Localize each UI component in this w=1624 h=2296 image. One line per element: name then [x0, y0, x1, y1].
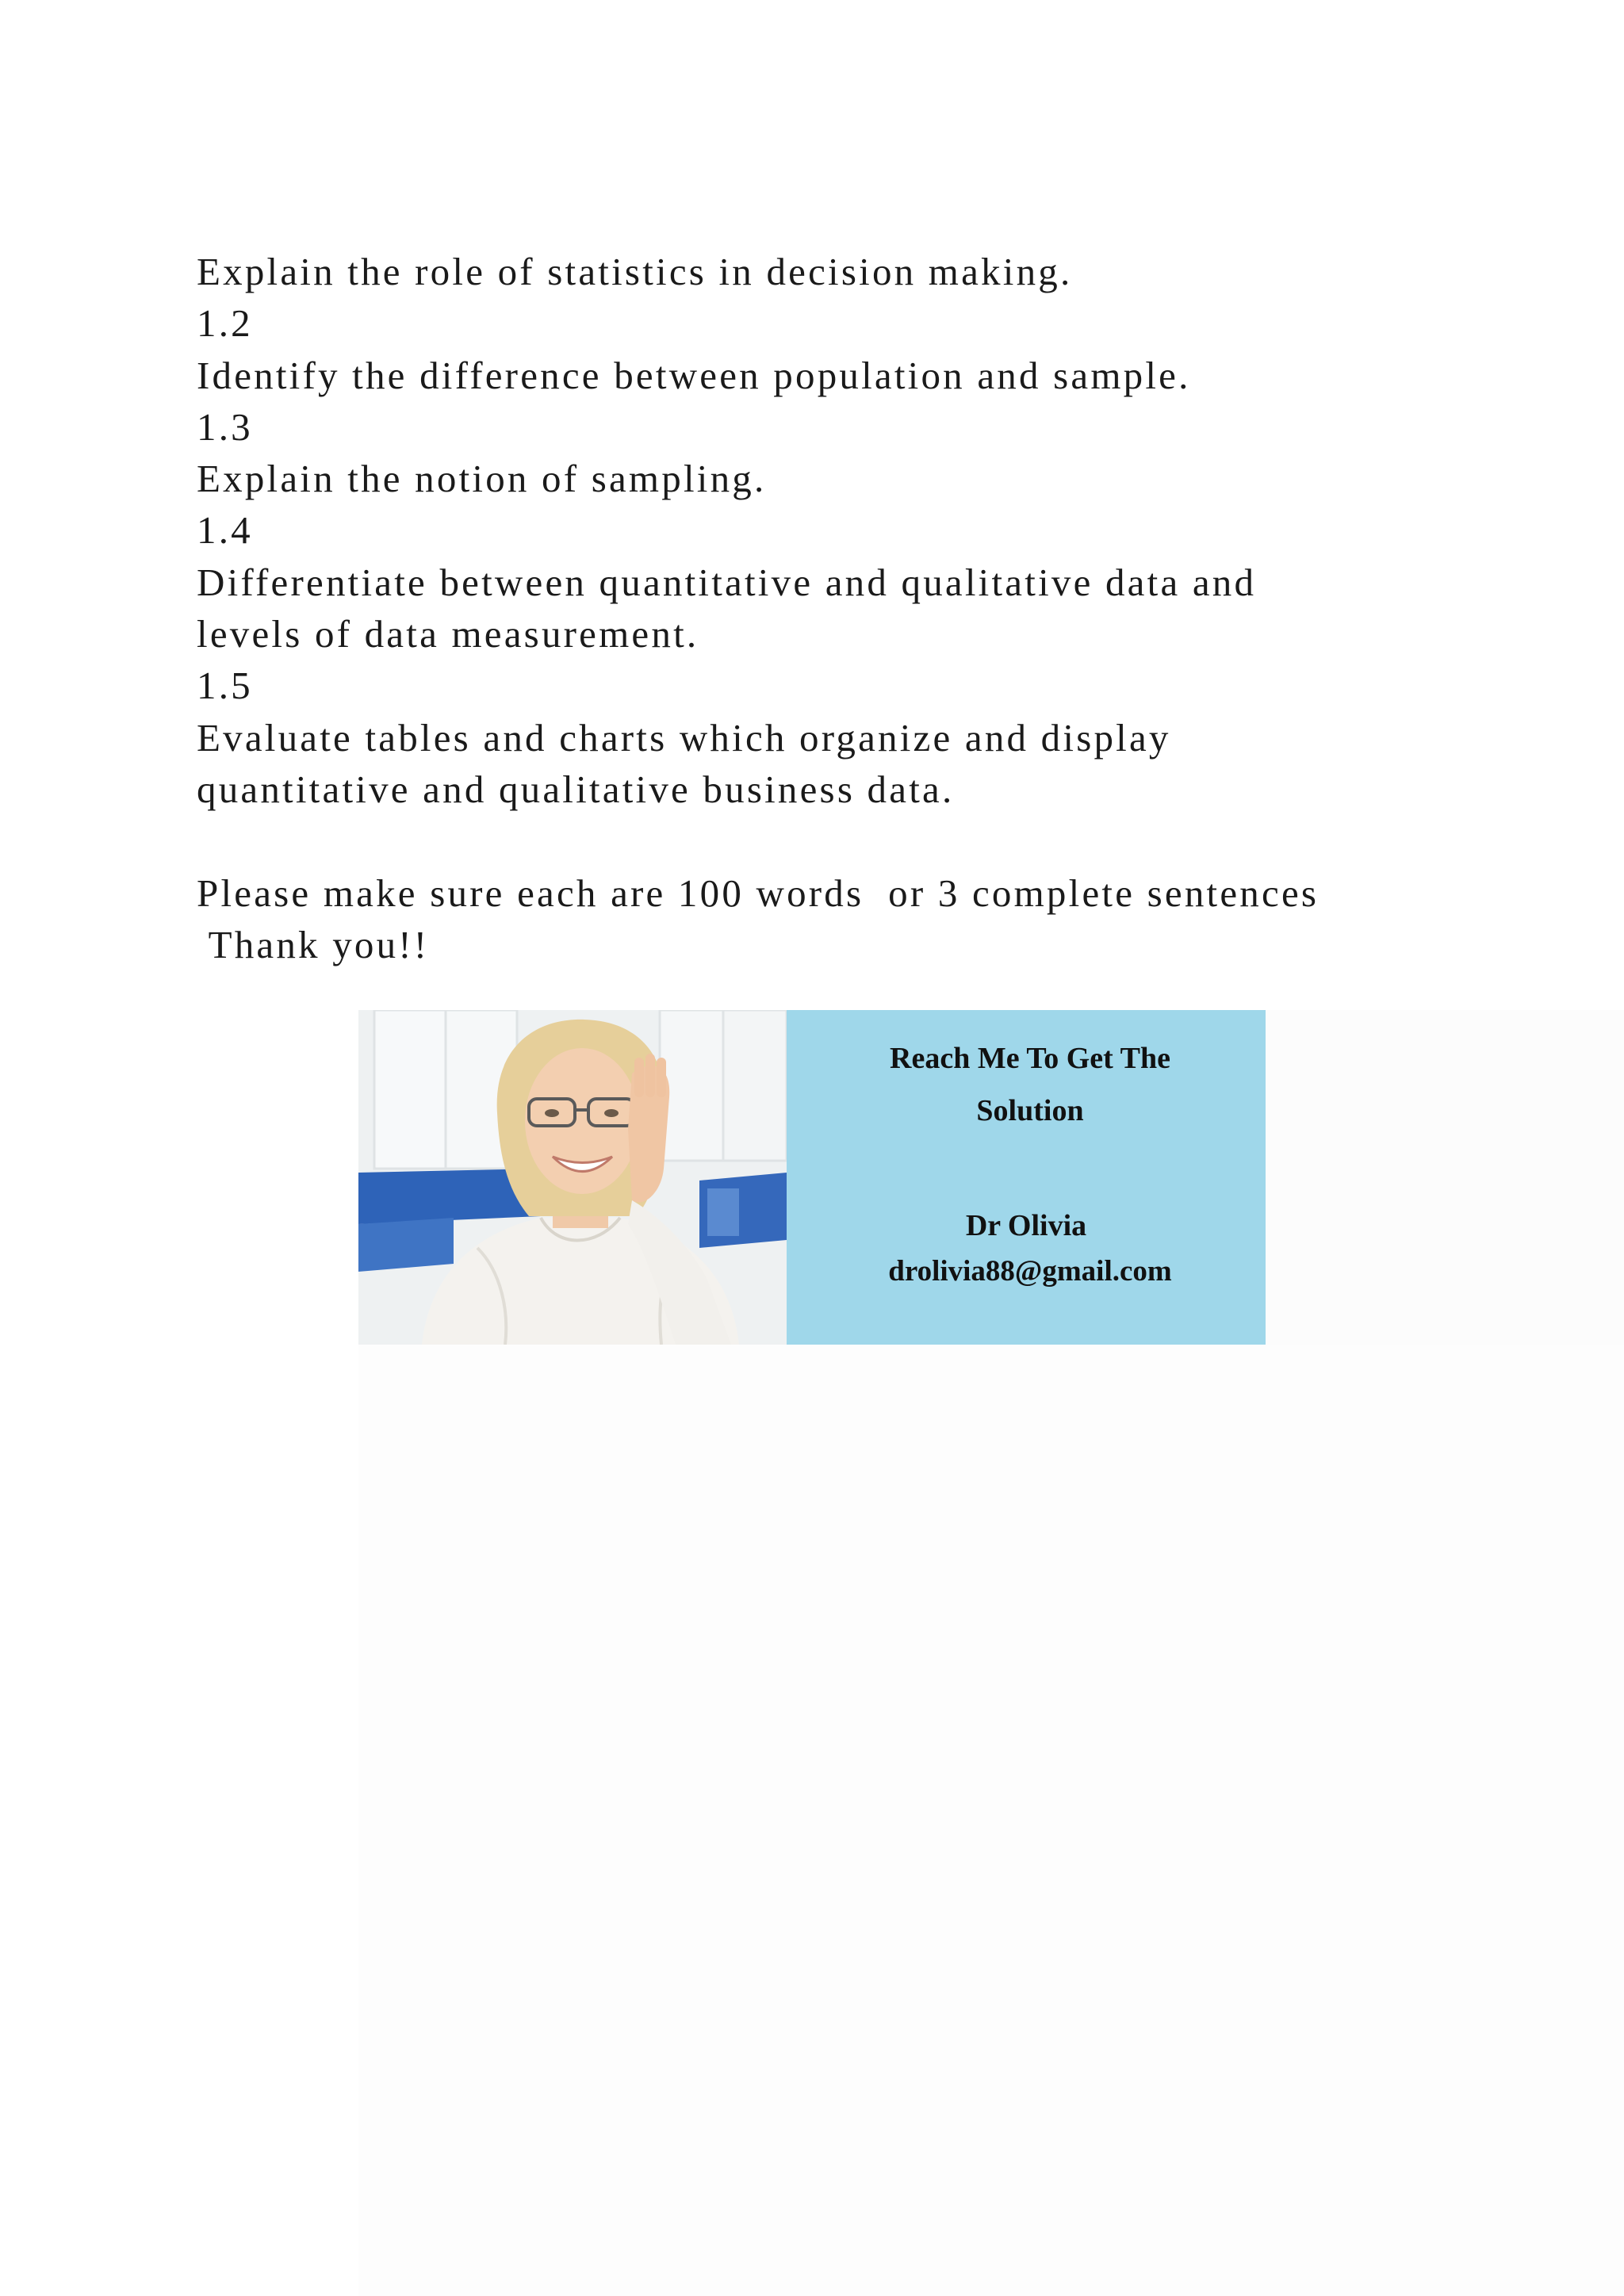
contact-banner	[358, 1010, 1266, 1345]
thanks-text: Thank you!!	[197, 922, 430, 966]
objective-text: quantitative and qualitative business data.	[197, 767, 955, 811]
objective-text: Differentiate between quantitative and qualitative data and	[197, 560, 1257, 604]
contact-email: drolivia88@gmail.com	[888, 1255, 1172, 1288]
contact-heading-line1: Reach Me To Get The	[890, 1042, 1170, 1075]
instruction-text: Please make sure each are 100 words or 3 complete sentences	[197, 871, 1320, 915]
contact-heading-line2: Solution	[976, 1094, 1084, 1127]
page-shading-lower	[358, 1345, 1624, 2296]
contact-card	[787, 1010, 1266, 1345]
objective-number: 1.4	[197, 508, 253, 553]
objective-text: Identify the difference between population and sample.	[197, 353, 1191, 397]
contact-heading	[787, 1032, 1266, 1137]
document-body	[197, 246, 1434, 970]
woman-photo-illustration	[358, 1010, 787, 1345]
objective-number: 1.5	[197, 664, 253, 708]
contact-name: Dr Olivia	[965, 1209, 1087, 1242]
objective-text: Explain the notion of sampling.	[197, 457, 767, 501]
blank-line	[197, 815, 1434, 867]
objective-text: levels of data measurement.	[197, 612, 699, 656]
objective-number: 1.2	[197, 301, 253, 346]
smiling-woman-photo	[358, 1010, 787, 1345]
objective-number: 1.3	[197, 404, 253, 449]
objective-text: Evaluate tables and charts which organize and display	[197, 715, 1171, 760]
objective-text: Explain the role of statistics in decision making.	[197, 250, 1073, 293]
